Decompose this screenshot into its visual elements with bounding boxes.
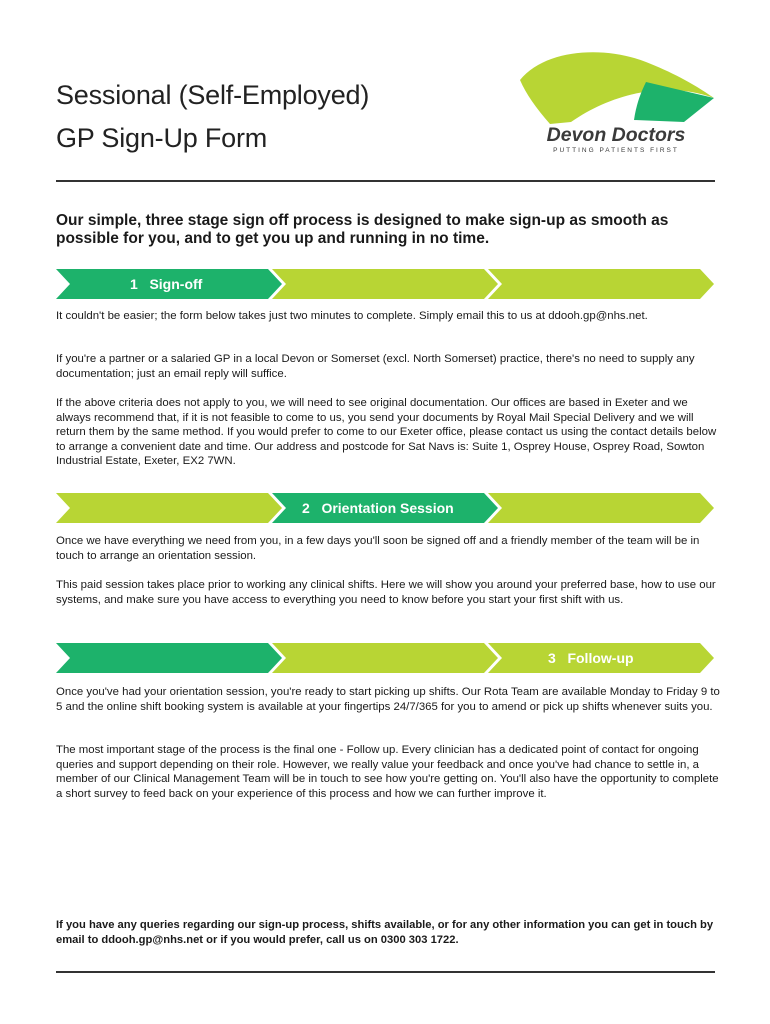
stage-1-arrows [0,269,770,299]
header-divider [56,180,715,182]
stage-2-paragraph-1: Once we have everything we need from you, in a few days you'll soon be signed off and a friendly member of the team will be in touch to arrange an orientation session. [56,535,700,562]
stage-1-banner [0,269,770,299]
stage-1-label: 1 Sign-off [130,276,203,292]
stage-3-banner [0,643,770,673]
stage-1-paragraph-1: It couldn't be easier; the form below takes just two minutes to complete. Simply email this to us at ddooh.gp@nhs.net. [56,310,648,322]
stage-3-label: 3 Follow-up [548,650,634,666]
stage-3-arrows [0,643,770,673]
stage-3-paragraph-2: The most important stage of the process is the final one - Follow up. Every clinician has a dedicated point of contact for ongoing queries and support depending on their role. However, we really value your feedback and once you've had chance to settle in, a member of our Clinical Management Team will be in touch to see how you're getting on. You'll also have the opportunity to complete a short survey to feed back on your experience of this process and how we can further improve it. [56,744,719,800]
stage-2-label: 2 Orientation Session [302,500,454,516]
devon-doctors-logo [516,50,721,160]
stage-2-paragraph-2: This paid session takes place prior to working any clinical shifts. Here we will show you around your preferred base, how to use our systems, and make sure you have access to everything you need to know before you start your first shift with us. [56,579,716,606]
stage-2-banner [0,493,770,523]
logo-tagline: PUTTING PATIENTS FIRST [553,147,679,154]
contact-footer-text: If you have any queries regarding our sign-up process, shifts available, or for any other information you can get in touch by email to ddooh.gp@nhs.net or if you would prefer, call us on 0300 303 1722. [56,919,714,946]
stage-1-paragraph-3: If the above criteria does not apply to you, we will need to see original documentation. Our offices are based in Exeter and we always recommend that, if it is not feasible to come to us, you send your documents by Royal Mail Special Delivery and we will return them by the same method. If you would prefer to come to our Exeter office, please contact us using the contact details below to arrange a convenient date and time. Our address and postcode for Sat Navs is: Suite 1, Osprey House, Osprey Road, Sowton Industrial Estate, Exeter, EX2 7WN. [56,397,717,467]
page-title-line-1: Sessional (Self-Employed) [56,80,370,110]
stage-3-paragraph-1: Once you've had your orientation session, you're ready to start picking up shifts. Our Rota Team are available Monday to Friday 9 to 5 and the online shift booking system is available at your fingertips 24/7/365 for you to amend or pick up shifts whenever suits you. [56,686,720,713]
footer-divider [56,971,715,973]
stage-1-paragraph-2: If you're a partner or a salaried GP in a local Devon or Somerset (excl. North Somerset) practice, there's no need to supply any documentation; just an email reply will suffice. [56,353,695,380]
page-title-line-2: GP Sign-Up Form [56,123,268,153]
intro-text: Our simple, three stage sign off process is designed to make sign-up as smooth as possible for you, and to get you up and running in no time. [56,212,669,247]
logo-wordmark: Devon Doctors [546,124,686,146]
